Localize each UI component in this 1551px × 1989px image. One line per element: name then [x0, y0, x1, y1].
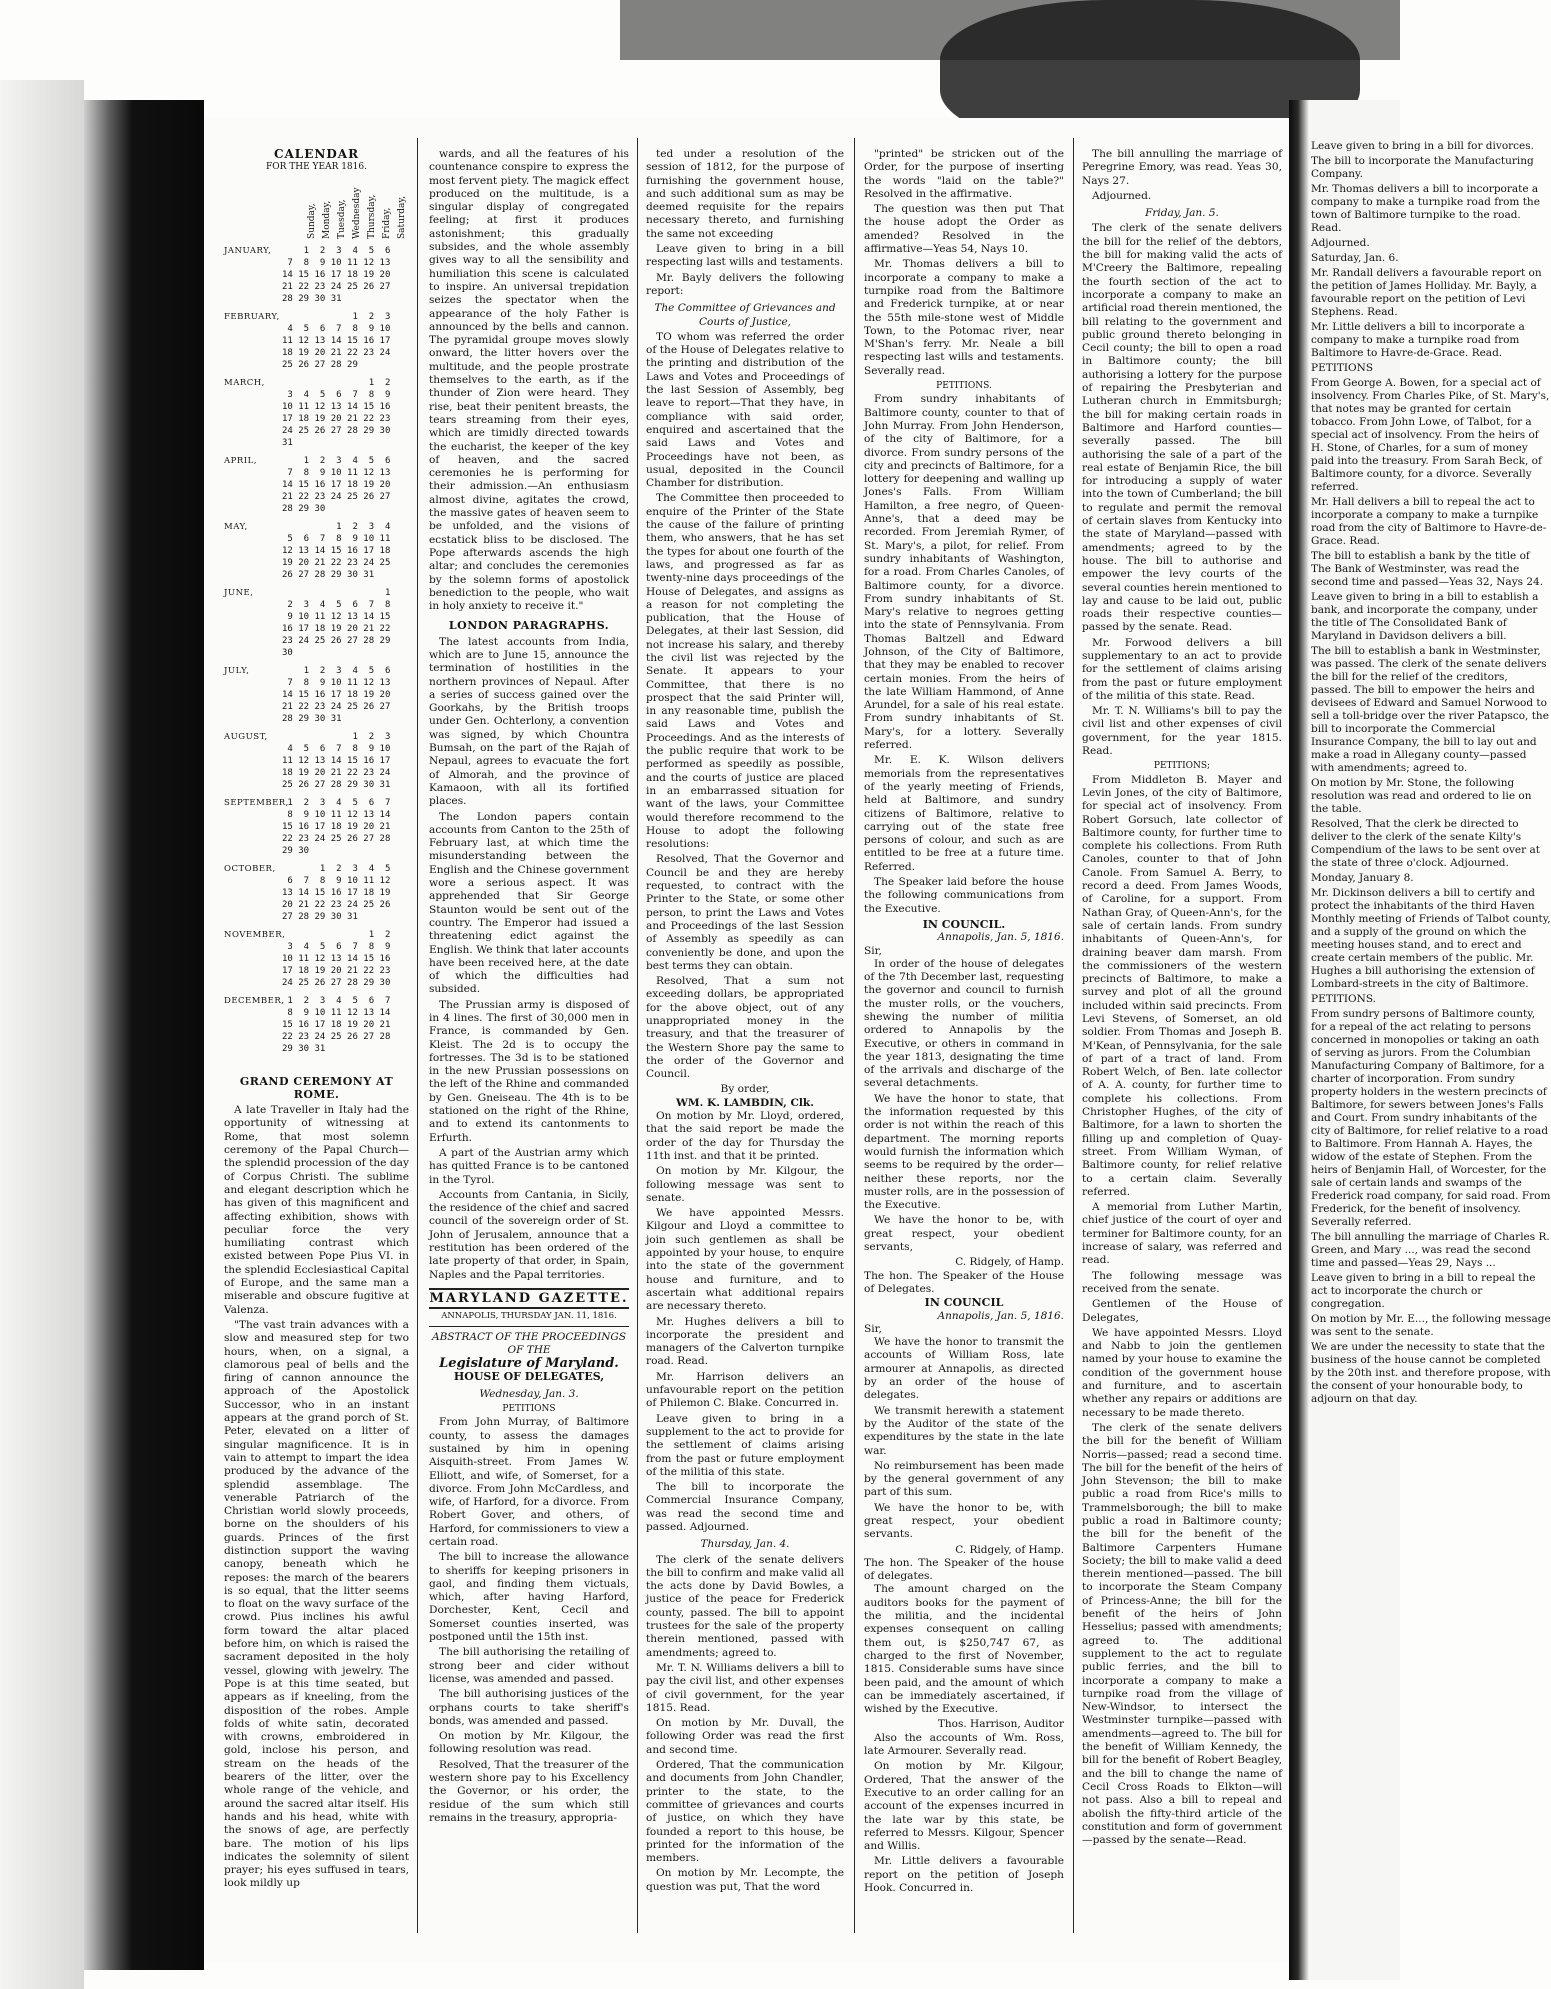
paragraph: The clerk of the senate delivers the bill for the relief of the debtors, the bill for making valid the acts of M'Creery the Baltimore, repealing the fourth section of the act to incorporate a company to make an artificial road therein mentioned, the bill relating to the government and public ground thereto belonging in Cecil county; the bill to open a road in Baltimore county; the bill authorising a lottery for the purpose of repairing the Presbyterian and Lutheran church in Emmitsburgh; the bill for making certain roads in Baltimore and Harford counties—severally passed. The bill authorising the sale of a part of the real estate of Benjamin Rice, the bill for introducing a supply of water into the town of Cumberland; the bill to regulate and permit the removal of certain slaves from Kentucky into the state of Maryland—passed with amendments; agreed to by the house. The bill to authorise and empower the levy courts of the several counties herein mentioned to lay and cause to be laid out, public roads their respective counties—passed by the senate. Read. [1082, 222, 1282, 634]
week-row: 25 26 27 28 29 [282, 359, 358, 370]
paragraph: The bill to establish a bank in Westminster, was passed. The clerk of the senate delivers the bill for the relief of the creditors, passed. The bill to empower the heirs and devisees of Edward and Samuel Norwood to sell a toll-bridge over the river Patapsco, the bill to incorporate the Commercial Insurance Company, the bill to lay out and make a road in Allegany county—passed with amendments; agreed to. [1311, 645, 1549, 774]
paragraph: Mr. Hughes delivers a bill to incorporate the president and managers of the Calverton turnpike road. Read. [646, 1315, 844, 1368]
month-day-grid [282, 665, 409, 725]
paragraph: The bill to incorporate the Manufacturing Company. [1311, 155, 1534, 180]
month-name: OCTOBER, [224, 863, 276, 874]
week-row: 20 21 22 23 24 25 26 [282, 899, 391, 910]
calendar-subtitle: FOR THE YEAR 1816. [266, 162, 367, 173]
week-row: 6 7 8 9 10 11 12 [282, 875, 391, 886]
paragraph: The bill annulling the marriage of Peregrine Emory, was read. Yeas 30, Nays 27. [1082, 148, 1282, 187]
paragraph: We have the honor to state, that the information requested by this order is not within the reach of this department. The morning reports would furnish the information which seems to be required by the order—neither these reports, nor the muster rolls, are in the possession of the Executive. [864, 1092, 1064, 1212]
week-row: 18 19 20 21 22 23 24 [282, 767, 391, 778]
london-paragraphs-heading: LONDON PARAGRAPHS. [448, 619, 610, 633]
paragraph: Gentlemen of the House of Delegates, [1082, 1298, 1282, 1324]
paragraph: No reimbursement has been made by the general government of any part of this sum. [864, 1459, 1064, 1499]
paragraph: "printed" be stricken out of the Order, for the purpose of inserting the words "laid on the table?" Resolved in the affirmative. [864, 148, 1064, 200]
letter-addressee-2: The hon. The Speaker of the house of delegates. [864, 1556, 1064, 1583]
paragraph: Mr. Forwood delivers a bill supplementary to an act to provide for the settlement of claims arising from the past or future employment of the militia of this state. Read. [1082, 636, 1282, 702]
month-day-grid [282, 521, 409, 581]
month-name: JUNE, [224, 587, 254, 598]
paragraph: Mr. Thomas delivers a bill to incorporate a company to make a turnpike road from the town of Baltimore turnpike to the road. Read. [1311, 183, 1540, 234]
week-row: 26 27 28 29 30 31 [282, 569, 375, 580]
salutation-2: Sir, [864, 1322, 882, 1335]
session-date-friday: Friday, Jan. 5. [1145, 207, 1219, 220]
paragraph: Accounts from Cantania, in Sicily, the residence of the chief and sacred council of the sovereign order of St. John of Jerusalem, announce that a restitution has been ordered of the late property of that order, in Spain, Naples and the Papal territories. [429, 1188, 629, 1281]
ceremony-continued-text [429, 148, 629, 613]
month-name: MAY, [224, 521, 248, 532]
week-row: 1 2 3 4 5 6 7 [282, 797, 391, 808]
petitions-text [864, 393, 1064, 916]
column-3 [646, 148, 844, 1933]
week-row: 1 [282, 587, 391, 598]
committee-report-text [646, 331, 844, 1082]
paragraph: Mr. E. K. Wilson delivers memorials from the representatives of the yearly meeting of Friends, held at Baltimore, and sundry citizens of Baltimore, relative to carrying out of the state free persons of colour, and such as are entitled to be free at a future time. Referred. [864, 754, 1064, 873]
paragraph: Leave given to bring in a bill to establish a bank, and incorporate the company, under the title of The Consolidated Bank of Maryland in Davidson delivers a bill. [1311, 591, 1539, 642]
week-row: 1 2 3 4 5 6 7 [282, 995, 391, 1006]
paragraph: We have appointed Messrs. Lloyd and Nabb to join the gentlemen named by your house to examine the condition of the government house and furniture, and to ascertain whether any repairs or additions are necessary to be made thereto. [1082, 1326, 1282, 1419]
weekday-label: Friday, [382, 207, 392, 239]
abstract-heading: ABSTRACT OF THE PROCEEDINGS OF THE [431, 1330, 627, 1356]
month-day-grid [282, 863, 409, 923]
month-name: AUGUST, [224, 731, 268, 742]
week-row: 15 16 17 18 19 20 21 [282, 1019, 391, 1030]
week-row: 12 13 14 15 16 17 18 [282, 545, 391, 556]
week-row: 28 29 30 [282, 503, 326, 514]
week-row: 1 2 [282, 377, 391, 388]
month-name: APRIL, [224, 455, 257, 466]
paragraph: PETITIONS. [1311, 993, 1376, 1005]
weekday-label: Saturday, [397, 195, 407, 239]
week-row: 11 12 13 14 15 16 17 [282, 335, 391, 346]
proceedings-text [646, 148, 844, 298]
paragraph: The clerk of the senate delivers the bill for the benefit of William Norris—passed; read a second time. The bill for the benefit of the heirs of John Stevenson; the bill to make public a road from Rice's mills to Trammelsborough; the bill to make public a road in Baltimore county; the bill for the benefit of the Baltimore Carpenters Humane Society; the bill to make valid a deed therein mentioned—passed. The bill to incorporate the Steam Company of Princess-Anne; the bill for the benefit of the heirs of John Hesselius; passed with amendments; agreed to. The additional supplement to the act to regulate public ferries, and the bill to incorporate a company to make a turnpike road from the village of New-Windsor, to intersect the Westminster turnpike—passed with amendments—agreed to. The bill for the benefit of William Kennedy, the bill for the benefit of Robert Beagley, and the bill to change the name of Cecil Cross Roads to Elkton—will not pass. Also a bill to repeal and abolish the fifty-third article of the constitution and form of government—passed by the senate—Read. [1082, 1421, 1282, 1847]
in-council-heading: IN COUNCIL. [922, 917, 1006, 931]
paragraph: We have appointed Messrs. Kilgour and Lloyd a committee to join such gentlemen as shall be appointed by your house, to enquire into the state of the government house and furniture, and to ascertain what additional repairs are necessary thereto. [646, 1207, 844, 1313]
week-row: 23 24 25 26 27 28 29 [282, 635, 391, 646]
week-row: 8 9 10 11 12 13 14 [282, 1007, 391, 1018]
calendar-month [224, 311, 409, 371]
paragraph: The bill to incorporate the Commercial Insurance Company, was read the second time and passed. Adjourned. [646, 1481, 844, 1533]
calendar-month [224, 587, 409, 659]
paragraph: Mr. Harrison delivers an unfavourable report on the petition of Philemon C. Blake. Concurred in. [646, 1370, 844, 1410]
paragraph: PETITIONS [1311, 362, 1374, 374]
council-letter-text [864, 958, 1064, 1255]
in-council-date: Annapolis, Jan. 5, 1816. [937, 931, 1064, 944]
week-row: 14 15 16 17 18 19 20 [282, 479, 391, 490]
week-row: 21 22 23 24 25 26 27 [282, 491, 391, 502]
paragraph: The bill authorising the retailing of strong beer and cider without license, was amended and passed. [429, 1646, 629, 1685]
paragraph: From George A. Bowen, for a special act of insolvency. From Charles Pike, of St. Mary's, that notes may be granted for certain tobacco. From John Lowe, of Talbot, for a special act of insolvency. From the heirs of H. Stone, of Charles, for a sum of money paid into the treasury. From Sarah Beck, of Baltimore county, for a divorce. Severally referred. [1311, 377, 1550, 493]
calendar-weekday-header [224, 179, 409, 239]
week-row: 29 30 [282, 845, 310, 856]
paragraph: Mr. Randall delivers a favourable report on the petition of James Holliday. Mr. Bayly, a favourable report on the petition of Levi Stephens. Read. [1311, 267, 1542, 318]
weekday-label: Tuesday, [337, 198, 347, 239]
week-row: 1 2 3 [282, 311, 391, 322]
month-name: SEPTEMBER, [224, 797, 289, 808]
letter-addressee: The hon. The Speaker of the House of Delegates. [864, 1269, 1064, 1295]
week-row: 16 17 18 19 20 21 22 [282, 623, 391, 634]
book-binding-spine [84, 100, 204, 1970]
month-day-grid [282, 377, 409, 449]
paragraph: On motion by Mr. Kilgour, the following resolution was read. [429, 1730, 629, 1756]
week-row: 29 30 31 [282, 1043, 326, 1054]
week-row: 1 2 3 4 [282, 521, 391, 532]
paragraph: On motion by Mr. E..., the following message was sent to the senate. [1311, 1313, 1551, 1338]
paragraph: Ordered, That the communication and documents from John Chandler, printer to the state, to the committee of grievances and courts of justice, on which they have founded a report to this house, be printed for the information of the members. [646, 1759, 844, 1865]
thursday-proceedings-text [646, 1554, 844, 1894]
month-day-grid [282, 731, 409, 791]
month-name: NOVEMBER, [224, 929, 286, 940]
week-row: 31 [282, 437, 293, 448]
paragraph: A late Traveller in Italy had the opportunity of witnessing at Rome, that most solemn ceremony of the Papal Church—the splendid procession of the day of Corpus Christi. The sublime and elegant description which he has given of this magnificent and affecting exhibition, shows with peculiar force the very humiliating contrast which existed between Pope Pius VI. in the splendid Ecclesiastical Capital of Europe, and the same man a miserable and obscure fugitive at Valenza. [224, 1104, 409, 1316]
paragraph: On motion by Mr. Lloyd, ordered, that the said report be made the order of the day for Thursday the 11th inst. and that it be printed. [646, 1110, 844, 1162]
calendar-month [224, 929, 409, 989]
newspaper-page [204, 118, 1289, 1963]
week-row: 8 9 10 11 12 13 14 [282, 809, 391, 820]
paragraph: The Speaker laid before the house the following communications from the Executive. [864, 876, 1064, 915]
paragraph: The Committee then proceeded to enquire of the Printer of the State the cause of the failure of printing them, who answers, that he has set the types for about one fourth of the laws, and progressed as far as twenty-nine days proceedings of the House of Delegates, and assigns as a reason for not completing the publication, that the House of Delegates, at their last Session, did not increase his salary, and thereby the civil list was rejected by the Senate. It appears to your Committee, that there is no prospect that the said Printer will, in any reasonable time, publish the said Laws and Votes and Proceedings. And as the interests of the public require that work to be performed as speedily as possible, and the courts of justice are placed in an embarrassed situation for want of the laws, your Committee would therefore recommend to the House to adopt the following resolutions: [646, 492, 844, 851]
week-row: 19 20 21 22 23 24 25 [282, 557, 391, 568]
paragraph: From sundry inhabitants of Baltimore county, counter to that of John Murray. From John Henderson, of the city of Baltimore, for a divorce. From sundry persons of the city and precincts of Baltimore, for a lottery for deepening and walling up Jones's Falls. From William Hamilton, a free negro, of Queen-Anne's, that a deed may be recorded. From Jeremiah Rymer, of St. Mary's, a pilot, for relief. From sundry inhabitants of Washington, for a road. From Charles Canoles, of Baltimore county, for a divorce. From sundry inhabitants of St. Mary's relative to negroes getting into the state of Pennsylvania. From Thomas Baltzell and Edward Johnson, of the City of Baltimore, that they may be enabled to recover certain monies. From the heirs of the late William Hammond, of Anne Arundel, for a sale of his real estate. From sundry inhabitants of St. Mary's, for a lottery. Severally referred. [864, 393, 1064, 752]
week-row: 28 29 30 31 [282, 293, 342, 304]
week-row: 4 5 6 7 8 9 10 [282, 743, 391, 754]
week-row: 28 29 30 31 [282, 713, 342, 724]
paragraph: Resolved, That the treasurer of the western shore pay to his Excellency the Governor, or his order, the residue of the sum which still remains in the treasury, appropria- [429, 1758, 629, 1824]
friday-petitions-text [1082, 774, 1282, 1848]
paragraph: The question was then put That the house adopt the Order as amended? Resolved in the affirmative—Yeas 54, Nays 10. [864, 203, 1064, 256]
column-1 [224, 148, 409, 1933]
paragraph: In order of the house of delegates of the 7th December last, requesting the governor and council to furnish the muster rolls, or the vouchers, shewing the number of militia ordered to Annapolis by the Executive, or others in command in the year 1813, designating the time of the arrivals and discharge of the several detachments. [864, 957, 1064, 1090]
paragraph: The following message was received from the senate. [1082, 1269, 1282, 1295]
calendar-month [224, 455, 409, 515]
week-row: 22 23 24 25 26 27 28 [282, 833, 391, 844]
paragraph: On motion by Mr. Stone, the following resolution was read and ordered to lie on the table. [1311, 777, 1532, 815]
paragraph: Saturday, Jan. 6. [1311, 252, 1399, 264]
paragraph: We transmit herewith a statement by the Auditor of the state of the expenditures by the state in the late war. [864, 1404, 1064, 1457]
adjacent-page-text [1311, 140, 1551, 1408]
week-row: 10 11 12 13 14 15 16 [282, 953, 391, 964]
paragraph: ted under a resolution of the session of 1812, for the purpose of furnishing the government house, and such additional sum as may be deemed requisite for the repairs necessary thereto, and furnishing the same not exceeding [646, 148, 844, 240]
paragraph: The latest accounts from India, which are to June 15, announce the termination of hostilities in the northern provinces of Nepaul. After a series of success gained over the Goorkahs, by the British troops under Gen. Ochterlony, a convention was signed, by which Chountra Bumsah, on the part of the Rajah of Nepaul, agrees to evacuate the fort of Almorah, and the province of Kamaoon, with all its fortified places. [429, 635, 629, 808]
paragraph: Leave given to bring in a bill for divorces. [1311, 140, 1534, 152]
scan-margin-shadow [0, 80, 84, 1989]
column-rule [417, 138, 418, 1933]
week-row: 22 23 24 25 26 27 28 [282, 1031, 391, 1042]
week-row: 7 8 9 10 11 12 13 [282, 677, 391, 688]
paragraph: The bill to increase the allowance to sheriffs for keeping prisoners in gaol, and finding them victuals, which, after having Harford, Dorchester, Kent, Cecil and Somerset counties inserted, was postponed until the 15th inst. [429, 1551, 629, 1644]
calendar-month [224, 665, 409, 725]
session-date-thursday: Thursday, Jan. 4. [700, 1538, 790, 1551]
calendar-month [224, 521, 409, 581]
grand-ceremony-heading: GRAND CEREMONY AT ROME. [239, 1074, 394, 1101]
paragraph: Mr. Bayly delivers the following report: [646, 271, 844, 297]
in-council-heading-2: IN COUNCIL [924, 1296, 1004, 1310]
paragraph: A part of the Austrian army which has quitted France is to be cantoned in the Tyrol. [429, 1146, 629, 1186]
column-5 [1082, 148, 1282, 1933]
paragraph: On motion by Mr. Kilgour, the following message was sent to senate. [646, 1165, 844, 1204]
council-letter-2-text [864, 1336, 1064, 1541]
paragraph: The clerk of the senate delivers the bill to confirm and make valid all the acts done by David Bowles, a justice of the peace for Frederick county, passed. The bill to appoint trustees for the sale of the property therein mentioned, passed with amendments; agreed to. [646, 1553, 844, 1659]
month-day-grid [282, 929, 409, 989]
week-row: 1 2 3 4 5 6 [282, 665, 391, 676]
maryland-gazette-masthead: MARYLAND GAZETTE. [429, 1288, 629, 1309]
paragraph: The bill authorising justices of the orphans courts to take sheriff's bonds, was amended and passed. [429, 1688, 629, 1727]
grand-ceremony-text [224, 1104, 409, 1891]
calendar-month [224, 797, 409, 857]
ridgely-signature: C. Ridgely, of Hamp. [955, 1256, 1064, 1269]
week-row: 24 25 26 27 28 29 30 [282, 977, 391, 988]
week-row: 7 8 9 10 11 12 13 [282, 467, 391, 478]
paragraph: We have the honor to transmit the accounts of William Ross, late armourer at Annapolis, as directed by an order of the house of delegates. [864, 1336, 1064, 1402]
paragraph: The bill annulling the marriage of Charles R. Green, and Mary ..., was read the second time and passed—Yeas 29, Nays ... [1311, 1231, 1550, 1269]
week-row: 10 11 12 13 14 15 16 [282, 401, 391, 412]
paragraph: The Prussian army is disposed of in 4 lines. The first of 30,000 men in France, is commanded by Gen. Kleist. The 2d is to occupy the fortresses. The 3d is to be stationed in the new Prussian possessions on the left of the Rhine and commanded by Gen. Gneiseau. The 4th is to be stationed on the right of the Rhine, and to extend its cantonments to Erfurth. [429, 998, 629, 1144]
closing-motions-text [864, 1732, 1064, 1896]
weekday-label: Wednesday [352, 187, 362, 239]
week-row: 21 22 23 24 25 26 27 [282, 281, 391, 292]
paragraph: Mr. Dickinson delivers a bill to certify and protect the inhabitants of the third Haven Monthly meeting of Friends of Talbot county, and a supply of the ground on which the meeting houses stand, and to erect and create certain members of the public. Mr. Hughes a bill authorising the extension of Lombard-streets in the city of Baltimore. [1311, 887, 1551, 990]
column-rule [854, 138, 855, 1933]
calendar-title: CALENDAR [273, 147, 360, 161]
session-date-wednesday: Wednesday, Jan. 3. [479, 1387, 579, 1400]
salutation: Sir, [864, 944, 882, 957]
paragraph: The bill to establish a bank by the title of The Bank of Westminster, was read the second time and passed—Yeas 32, Nays 24. [1311, 550, 1544, 588]
week-row: 1 2 [282, 929, 391, 940]
paragraph: From sundry persons of Baltimore county, for a repeal of the act relating to persons concerned in monopolies or taking an oath of serving as jurors. From the Columbian Manufacturing Company of Baltimore, for a charter of incorporation. From sundry property holders in the western precincts of Baltimore, for sewers between Jones's Falls and Court. From sundry inhabitants of the city of Baltimore, for relief relative to a road to Baltimore. From Hannah A. Hayes, the widow of the estate of Stephen. From the heirs of Benjamin Hall, of Worcester, for the sale of certain lands and swamps of the Frederick road company, for said road. From Frederick, for the benefit of insolvency. Severally referred. [1311, 1008, 1551, 1228]
column-2 [429, 148, 629, 1933]
weekday-label: Thursday, [367, 194, 377, 239]
petitions-label: PETITIONS; [1153, 761, 1211, 772]
month-name: DECEMBER, [224, 995, 285, 1006]
calendar-month [224, 863, 409, 923]
weekday-label: Sunday, [307, 202, 317, 239]
paragraph: Mr. Little delivers a bill to incorporate a company to make a turnpike road from Baltimore to Havre-de-Grace. Read. [1311, 321, 1525, 359]
paragraph: Leave given to bring in a bill respecting last wills and testaments. [646, 243, 844, 269]
month-name: MARCH, [224, 377, 265, 388]
calendar-month [224, 995, 409, 1055]
wednesday-proceedings-text [429, 1416, 629, 1825]
week-row: 17 18 19 20 21 22 23 [282, 413, 391, 424]
column-rule [637, 138, 638, 1933]
week-row: 9 10 11 12 13 14 15 [282, 611, 391, 622]
auditor-statement-text [864, 1583, 1064, 1716]
paragraph: Leave given to bring in a bill to repeal the act to incorporate the church or congregation. [1311, 1272, 1536, 1310]
paragraph: Adjourned. [1311, 237, 1370, 249]
week-row: 1 2 3 4 5 [282, 863, 391, 874]
paragraph: Mr. Little delivers a favourable report on the petition of Joseph Hook. Concurred in. [864, 1855, 1064, 1894]
paragraph: Mr. T. N. Williams's bill to pay the civil list and other expenses of civil government, for the year 1815. Read. [1082, 705, 1282, 758]
week-row: 18 19 20 21 22 23 24 [282, 347, 391, 358]
month-day-grid [282, 995, 409, 1055]
adjacent-page-fragment [1289, 100, 1551, 1980]
paragraph: Resolved, That the Governor and Council be and they are hereby requested, to contract with the Printer to the State, or some other person, to print the Laws and Votes and Proceedings of the last Session of Assembly as speedily as can conveniently be done, and upon the best terms they can obtain. [646, 853, 844, 972]
paragraph: From Middleton B. Mayer and Levin Jones, of the city of Baltimore, for special act of insolvency. From Robert Gorsuch, late collector of Baltimore county, for further time to complete his collections. From Ruth Canoles, counter to that of John Canole. From Samuel A. Berry, to record a deed. From James Woods, of Caroline, for a support. From Nathan Gray, of Queen-Ann's, for the sale of certain lands. From sundry inhabitants of Queen-Ann's, for draining beaver dam marsh. From the commissioners of the western precincts of Baltimore, to make a survey and plot of all the ground included within said precincts. From Levi Stevens, of Somerset, an old soldier. From Thomas and Joseph B. M'Kean, of Pennsylvania, for the sale of part of a tract of land. From Robert Welch, of Ben. late collector of A. A. county, for further time to complete his collections. From Christopher Hughes, of the city of Baltimore, for a lawn to shorten the filling up and completion of Quay-street. From William Wyman, of Baltimore county, for relief relative to a certain claim. Severally referred. [1082, 773, 1282, 1198]
week-row: 17 18 19 20 21 22 23 [282, 965, 391, 976]
calendar-month [224, 377, 409, 449]
paragraph: Mr. Thomas delivers a bill to incorporate a company to make a turnpike road from the Baltimore and Frederick turnpike, at or near the 55th mile-stone west of Middle Town, to the Potomac river, near M'Shan's ferry. Mr. Neale a bill respecting last wills and testaments. Severally read. [864, 258, 1064, 377]
paragraph: Leave given to bring in a supplement to the act to provide for the settlement of claims arising from the past or future employment of the militia of this state. [646, 1412, 844, 1478]
week-row: 1 2 3 4 5 6 [282, 245, 391, 256]
month-day-grid [282, 311, 409, 371]
order-debate-text [864, 148, 1064, 378]
ink-blot-top-edge [620, 0, 1400, 60]
paragraph: The London papers contain accounts from Canton to the 25th of February last, at which time the misunderstanding between the English and the Chinese government wore a serious aspect. It was apprehended that Sir George Staunton would be sent out of the country. The Emperor had issued a threatening edict against the English. We think that later accounts have been received here, at the date of which the difficulties had subsided. [429, 810, 629, 996]
month-day-grid [282, 587, 409, 659]
column-rule [1073, 138, 1074, 1933]
paragraph: We have the honor to be, with great respect, your obedient servants. [864, 1501, 1064, 1541]
month-day-grid [282, 455, 409, 515]
calendar-month [224, 245, 409, 305]
paragraph: A memorial from Luther Martin, chief justice of the court of oyer and terminer for Baltimore county, for an increase of salary, was referred and read. [1082, 1201, 1282, 1267]
marriage-bill-text [1082, 148, 1282, 203]
gazette-dateline: ANNAPOLIS, THURSDAY JAN. 11, 1816. [429, 1309, 629, 1326]
legislature-heading: Legislature of Maryland. [439, 1356, 619, 1372]
paragraph: We are under the necessity to state that the business of the house cannot be completed by the 20th inst. and therefore propose, with the consent of your honourable body, to adjourn on that day. [1311, 1341, 1551, 1405]
paragraph: wards, and all the features of his countenance conspire to express the most fervent piety. The magick effect produced on the multitude, is a singular display of congregated feeling; at first it produces astonishment; this gradually subsides, and the whole assembly gives way to all the sensibility and humiliation this scene is calculated to inspire. An universal trepidation seizes the spectator when the appearance of the holy Father is announced by the bells and cannon. The pyramidal groupe moves slowly onward, the litter hovers over the multitude, and the people prostrate themselves to the earth, as if the thunder of Zion were heard. They rise, beat their penitent breasts, the tears streaming from their eyes, which are timidly directed towards the eucharist, the keeper of the key of heaven, and the sacred ceremonies he is performing for their admission.—An enthusiasm almost divine, agitates the crowd, the massive gates of heaven seem to be unfolded, and the visions of ecstatick bliss to be disclosed. The Pope afterwards ascends the high altar; and concludes the ceremonies by the solemn forms of apostolick benediction to the people, who wait in holy anxiety to receive it." [429, 148, 629, 613]
week-row: 3 4 5 6 7 8 9 [282, 941, 391, 952]
paragraph: The amount charged on the auditors books for the payment of the militia, and the incidental expenses consequent on calling them out, is $250,747 67, as charged to the first of November, 1815. Considerable sums have since been paid, and the amount of which can be immediately ascertained, if wished by the Executive. [864, 1583, 1064, 1716]
paragraph: We have the honor to be, with great respect, your obedient servants, [864, 1214, 1064, 1254]
calendar-months [224, 245, 409, 1055]
paragraph: Mr. Hall delivers a bill to repeal the act to incorporate a company to make a turnpike road from the city of Baltimore to Havre-de-Grace. Read. [1311, 496, 1547, 547]
paragraph: Resolved, That a sum not exceeding dollars, be appropriated for the above object, out of any unappropriated money in the treasury, and that the treasurer of the Western Shore pay the same to the order of the Governor and Council. [646, 975, 844, 1081]
motions-text [646, 1110, 844, 1534]
week-row: 2 3 4 5 6 7 8 [282, 599, 391, 610]
week-row: 1 2 3 4 5 6 [282, 455, 391, 466]
paragraph: "The vast train advances with a slow and measured step for two hours, when, on a signal, a clamorous peal of bells and the firing of cannon announce the approach of the Apostolick Successor, who in an instant appears at the grand porch of St. Peter, elevated on a litter of singular magnificence. It is in vain to attempt to impart the idea produced by the advance of the splendid assemblage. The venerable Patriarch of the Christian world slowly proceeds, borne on the shoulders of his guards. Princes of the first distinction support the waving canopy, beneath which he reposes: the march of the bearers is so equal, that the litter seems to float on the wavy surface of the crowd. Pius inclines his awful form toward the altar placed before him, on which is raised the sacrament deposited in the holy vessel, glowing with jewelry. The Pope is at this time seated, but appears as if kneeling, from the disposition of the robes. Ample folds of white satin, decorated with crowns, embroidered in gold, inclose his person, and stream on the heads of the bearers of the litter, over the whole range of the vehicle, and around the sacred altar itself. His hands and his head, white with the snows of age, are perfectly bare. The motion of his lips indicates the solemnity of silent prayer; his eyes suffused in tears, look mildly up [224, 1318, 409, 1890]
week-row: 14 15 16 17 18 19 20 [282, 689, 391, 700]
week-row: 15 16 17 18 19 20 21 [282, 821, 391, 832]
column-4 [864, 148, 1064, 1933]
month-name: FEBRUARY, [224, 311, 280, 322]
paragraph: Also the accounts of Wm. Ross, late Armourer. Severally read. [864, 1731, 1064, 1758]
week-row: 4 5 6 7 8 9 10 [282, 323, 391, 334]
week-row: 5 6 7 8 9 10 11 [282, 533, 391, 544]
london-paragraphs-text [429, 636, 629, 1282]
petitions-label: PETITIONS. [936, 381, 992, 392]
month-name: JANUARY, [224, 245, 272, 256]
week-row: 14 15 16 17 18 19 20 [282, 269, 391, 280]
week-row: 27 28 29 30 31 [282, 911, 358, 922]
weekday-label: Monday, [322, 200, 332, 239]
week-row: 13 14 15 16 17 18 19 [282, 887, 391, 898]
paragraph: On motion by Mr. Kilgour, Ordered, That the answer of the Executive to an order calling for an account of the expenses incurred in the late war by this state, be referred to Messrs. Kilgour, Spencer and Willis. [864, 1760, 1064, 1853]
week-row: 24 25 26 27 28 29 30 [282, 425, 391, 436]
ridgely-signature-2: C. Ridgely, of Hamp. [955, 1543, 1064, 1556]
week-row: 1 2 3 [282, 731, 391, 742]
petitions-label: PETITIONS [502, 1404, 556, 1415]
paragraph: On motion by Mr. Duvall, the following Order was read the first and second time. [646, 1717, 844, 1756]
week-row: 11 12 13 14 15 16 17 [282, 755, 391, 766]
week-row: 7 8 9 10 11 12 13 [282, 257, 391, 268]
calendar-month [224, 731, 409, 791]
friday-proceedings-text [1082, 222, 1282, 758]
committee-heading: The Committee of Grievances and Courts of Justice, [654, 302, 836, 328]
house-of-delegates-heading: HOUSE OF DELEGATES, [453, 1370, 605, 1384]
in-council-date-2: Annapolis, Jan. 5, 1816. [937, 1309, 1064, 1322]
month-day-grid [282, 245, 409, 305]
paragraph: On motion by Mr. Lecompte, the question was put, That the word [646, 1867, 844, 1893]
paragraph: TO whom was referred the order of the House of Delegates relative to the printing and distribution of the Laws and Votes and Proceedings of the last Session of Assembly, beg leave to report—That they have, in compliance with said order, enquired and ascertained that the said Laws and Votes and Proceedings have not been, as usual, deposited in the Council Chamber for distribution. [646, 330, 844, 490]
paragraph: Adjourned. [1092, 189, 1152, 202]
paragraph: Monday, January 8. [1311, 872, 1414, 884]
week-row: 3 4 5 6 7 8 9 [282, 389, 391, 400]
auditor-signature: Thos. Harrison, Auditor [937, 1718, 1064, 1731]
paragraph: From John Murray, of Baltimore county, to assess the damages sustained by him in opening Aisquith-street. From James W. Elliott, and wife, of Somerset, for a divorce. From John McCardless, and wife, of Harford, for a divorce. From Robert Gover, and others, of Harford, for commissioners to view a certain road. [429, 1416, 630, 1548]
week-row: 25 26 27 28 29 30 31 [282, 779, 391, 790]
week-row: 30 [282, 647, 293, 658]
month-day-grid [282, 797, 409, 857]
month-name: JULY, [224, 665, 250, 676]
by-order-label: By order, [720, 1083, 770, 1096]
week-row: 21 22 23 24 25 26 27 [282, 701, 391, 712]
clerk-signature: WM. K. LAMBDIN, Clk. [676, 1096, 814, 1109]
paragraph: Mr. T. N. Williams delivers a bill to pay the civil list, and other expenses of civil government, for the year 1815. Read. [646, 1661, 844, 1714]
paragraph: Resolved, That the clerk be directed to deliver to the clerk of the senate Kilty's Compendium of the laws to be sent over at the state of three o'clock. Adjourned. [1311, 818, 1540, 869]
